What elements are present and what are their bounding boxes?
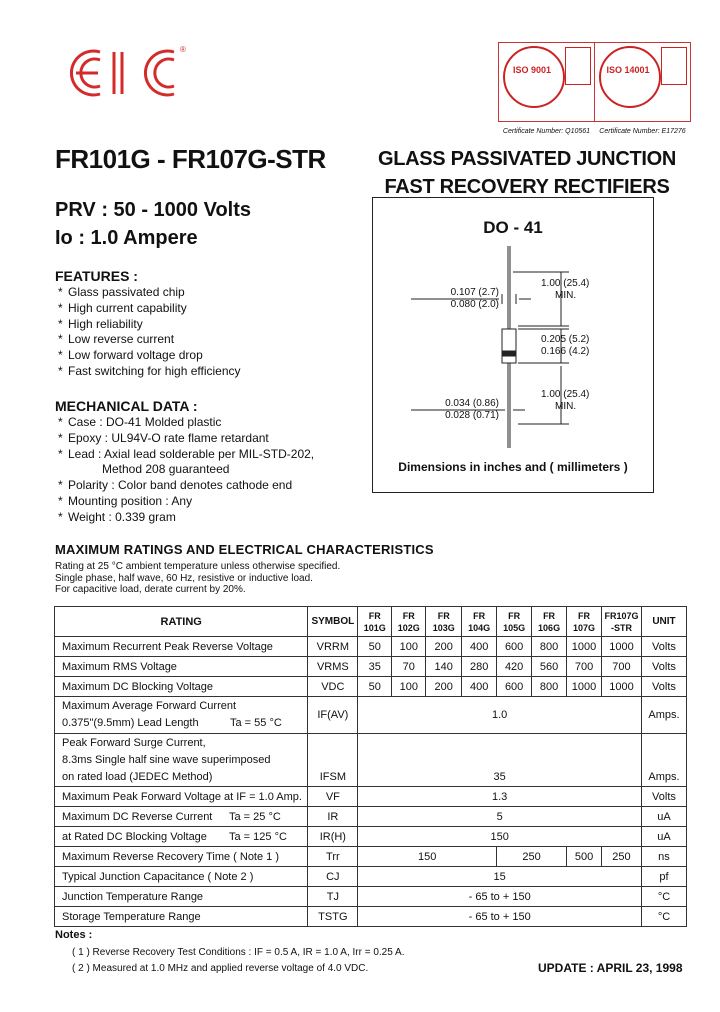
lead-diameter-max: 0.107 (2.7) <box>450 287 499 298</box>
list-item: * Mounting position : Any <box>58 494 314 510</box>
iso9001-certificate <box>498 42 595 135</box>
ukas-badge <box>565 47 591 85</box>
wire-diameter-max: 0.034 (0.86) <box>445 398 499 409</box>
col-header: FR 106G <box>532 607 567 637</box>
subtitle-line-2: FAST RECOVERY RECTIFIERS <box>384 176 670 198</box>
list-item: * Lead : Axial lead solderable per MIL-STD-202, <box>58 447 314 463</box>
col-header: FR 105G <box>497 607 532 637</box>
table-row: Maximum RMS Voltage VRMS 35 70 140 280 420 560 700 700 Volts <box>55 657 687 677</box>
top-lead-min: MIN. <box>555 290 577 301</box>
notes-heading: Notes : <box>55 929 93 941</box>
wire-diameter-dimension <box>413 398 499 422</box>
iso9001-cert-number: Certificate Number: Q10561 <box>502 128 591 135</box>
list-item: * Case : DO-41 Molded plastic <box>58 415 314 431</box>
list-item: * Low reverse current <box>58 332 241 348</box>
table-header-row <box>55 607 687 637</box>
col-header: FR 104G <box>462 607 497 637</box>
table-row: Maximum DC Reverse Current Ta = 25 °C IR 5 uA <box>55 807 687 827</box>
diagram-caption: Dimensions in inches and ( millimeters ) <box>398 460 628 474</box>
iso14001-cert-number: Certificate Number: E17276 <box>599 128 686 135</box>
table-row: Peak Forward Surge Current, 8.3ms Single half sine wave superimposed on rated load (JEDEC Method) IFSM 35 Amps. <box>55 734 687 787</box>
list-item: * High reliability <box>58 317 241 333</box>
ratings-note-2: Single phase, half wave, 60 Hz, resistive or inductive load. <box>55 572 313 584</box>
list-item: * Fast switching for high efficiency <box>58 364 241 380</box>
col-header: FR 103G <box>426 607 462 637</box>
lead-diameter-dimension <box>425 287 499 311</box>
note-1: ( 1 ) Reverse Recovery Test Conditions : IF = 0.5 A, IR = 1.0 A, Irr = 0.25 A. <box>72 947 405 958</box>
body-length-max: 0.205 (5.2) <box>541 334 590 345</box>
mechanical-list <box>58 415 314 526</box>
rating-header: RATING <box>55 607 308 637</box>
list-item: * Weight : 0.339 gram <box>58 510 314 526</box>
body-length-dimension <box>541 334 589 358</box>
logo-text <box>62 42 63 43</box>
list-item: * High current capability <box>58 301 241 317</box>
ratings-note-1: Rating at 25 °C ambient temperature unless otherwise specified. <box>55 561 341 572</box>
package-diagram <box>372 197 654 493</box>
update-date: UPDATE : APRIL 23, 1998 <box>538 961 683 975</box>
subtitle-line-1: GLASS PASSIVATED JUNCTION <box>377 148 677 170</box>
io-spec: Io : 1.0 Ampere <box>55 227 198 249</box>
notes-list <box>72 945 404 977</box>
ratings-table <box>54 606 687 927</box>
prv-spec: PRV : 50 - 1000 Volts <box>55 199 252 221</box>
unit-header: UNIT <box>641 607 686 637</box>
product-subtitle <box>362 145 692 201</box>
lead-diameter-min: 0.080 (2.0) <box>450 299 499 310</box>
part-number-title: FR101G - FR107G-STR <box>55 144 326 174</box>
table-row: Junction Temperature Range TJ - 65 to + 150 °C <box>55 887 687 907</box>
symbol-header: SYMBOL <box>308 607 358 637</box>
table-row: Storage Temperature Range TSTG - 65 to + 150 °C <box>55 907 687 927</box>
wire-diameter-min: 0.028 (0.71) <box>445 410 499 421</box>
list-item-continuation: Method 208 guaranteed <box>102 462 230 477</box>
ratings-note-3: For capacitive load, derate current by 20%. <box>55 584 246 596</box>
bottom-lead-min: MIN. <box>555 401 577 412</box>
col-header: FR107G -STR <box>602 607 642 637</box>
iso9001-seal <box>503 46 565 108</box>
table-row: Maximum Recurrent Peak Reverse Voltage VRRM 50 100 200 400 600 800 1000 1000 Volts <box>55 637 687 657</box>
body-length-min: 0.166 (4.2) <box>541 346 590 357</box>
package-title: DO - 41 <box>483 218 543 237</box>
iso14001-seal <box>599 46 661 108</box>
top-lead-length-dimension <box>541 278 589 302</box>
bottom-lead-length: 1.00 (25.4) <box>541 389 590 400</box>
table-row: at Rated DC Blocking Voltage Ta = 125 °C IR(H) 150 uA <box>55 827 687 847</box>
iso14001-label: ISO 14001 <box>606 65 650 75</box>
col-header: FR 101G <box>358 607 392 637</box>
mechanical-heading: MECHANICAL DATA : <box>55 398 198 414</box>
diode-outline-drawing <box>373 198 653 492</box>
eic-logo-graphic <box>62 42 192 104</box>
note-2: ( 2 ) Measured at 1.0 MHz and applied reverse voltage of 4.0 VDC. <box>72 963 369 974</box>
ratings-heading: MAXIMUM RATINGS AND ELECTRICAL CHARACTERISTICS <box>55 542 434 557</box>
features-heading: FEATURES : <box>55 268 138 284</box>
top-lead-length: 1.00 (25.4) <box>541 278 590 289</box>
list-item: * Polarity : Color band denotes cathode end <box>58 478 314 494</box>
table-row: Typical Junction Capacitance ( Note 2 ) CJ 15 pf <box>55 867 687 887</box>
col-header: FR 107G <box>567 607 602 637</box>
ratings-conditions <box>55 561 340 596</box>
iso14001-certificate <box>594 42 691 135</box>
bottom-lead-length-dimension <box>541 389 589 413</box>
table-row: Maximum Peak Forward Voltage at IF = 1.0 Amp. VF 1.3 Volts <box>55 787 687 807</box>
ukas-badge <box>661 47 687 85</box>
key-specs <box>55 196 251 252</box>
table-row: Maximum DC Blocking Voltage VDC 50 100 200 400 600 800 1000 1000 Volts <box>55 677 687 697</box>
svg-text:®: ® <box>180 45 186 54</box>
list-item: * Glass passivated chip <box>58 285 241 301</box>
list-item: * Epoxy : UL94V-O rate flame retardant <box>58 431 314 447</box>
table-row: Maximum Reverse Recovery Time ( Note 1 ) Trr 150 250 500 250 ns <box>55 847 687 867</box>
iso9001-label: ISO 9001 <box>512 65 552 75</box>
eic-logo <box>62 42 192 104</box>
list-item: * Low forward voltage drop <box>58 348 241 364</box>
features-list <box>58 285 241 380</box>
col-header: FR 102G <box>392 607 426 637</box>
table-row: Maximum Average Forward Current 0.375"(9.5mm) Lead Length Ta = 55 °C IF(AV) 1.0 Amps. <box>55 697 687 734</box>
